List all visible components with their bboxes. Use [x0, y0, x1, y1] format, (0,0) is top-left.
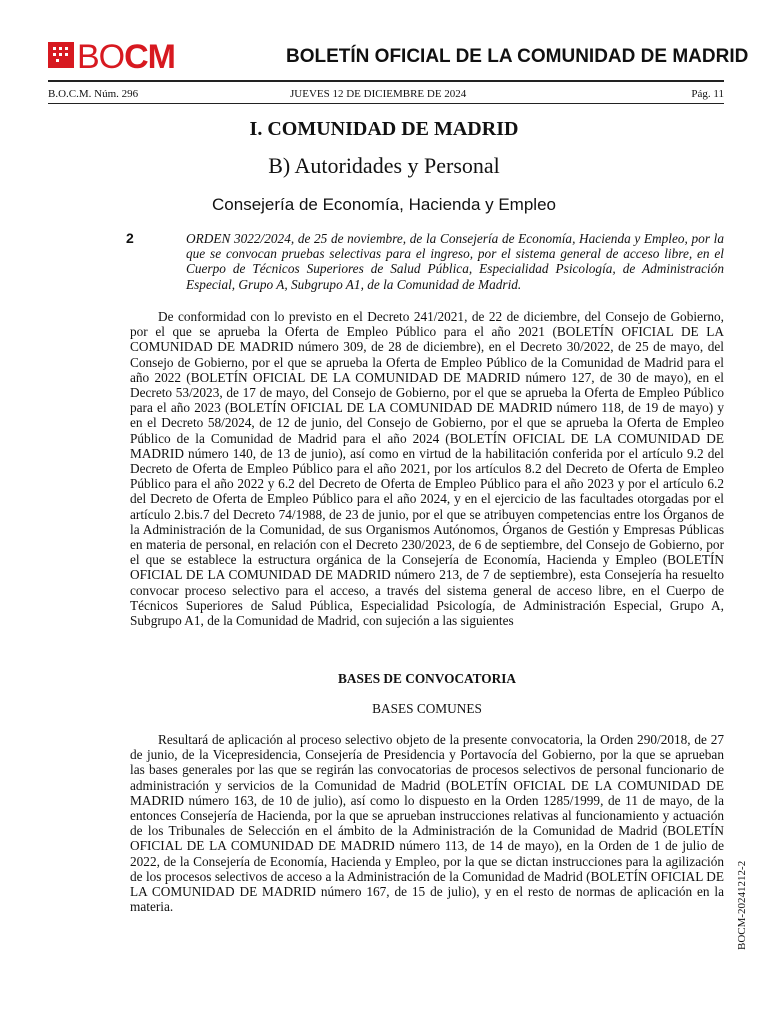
department-heading: Consejería de Economía, Hacienda y Empleo [212, 195, 556, 214]
header-rule-top [48, 80, 724, 82]
section-heading: I. COMUNIDAD DE MADRID [249, 118, 519, 140]
order-number: 2 [126, 230, 134, 246]
bocm-logo [48, 40, 175, 74]
header-rule-bottom [48, 103, 724, 104]
paragraph-bases-comunes: Resultará de aplicación al proceso selectivo objeto de la presente convocatoria, la Orden 290/2018, de 27 de junio, de la Vicepresidencia, Consejería de Presidencia y Portavocía del Gobierno, por la que se aprueban las bases generales por las que se regirán las convocatorias de procesos selectivos de personal funcionario de administración y servicios de la Comunidad de Madrid (BOLETÍN OFICIAL DE LA COMUNIDAD DE MADRID número 163, de 10 de julio), así como lo dispuesto en la Orden 1285/1999, de 11 de mayo, de la entonces Consejería de Hacienda, por la que se aprueban instrucciones relativas al funcionamiento y actuación de los Tribunales de Selección en el ámbito de la Administración de la Comunidad de Madrid (BOLETÍN OFICIAL DE LA COMUNIDAD DE MADRID número 113, de 14 de mayo), en la Orden de 1 de julio de 2022, de la Consejería de Economía, Hacienda y Empleo, por la que se dictan instrucciones para la agilización de los procesos selectivos de acceso a la Administración de la Comunidad de Madrid (BOLETÍN OFICIAL DE LA COMUNIDAD DE MADRID número 167, de 15 de julio), y en el resto de normas de aplicación en la materia. [130, 732, 724, 915]
bulletin-date: JUEVES 12 DE DICIEMBRE DE 2024 [290, 88, 467, 100]
paragraph-preamble: De conformidad con lo previsto en el Decreto 241/2021, de 22 de diciembre, del Consejo de Gobierno, por el que se aprueba la Oferta de Empleo Público para el año 2021 (BOLETÍN OFICIAL DE LA COMUNIDAD DE MADRID número 309, de 28 de diciembre), en el Decreto 30/2022, de 25 de mayo, del Consejo de Gobierno, por el que se aprueba la Oferta de Empleo Público de la Comunidad de Madrid para el año 2022 (BOLETÍN OFICIAL DE LA COMUNIDAD DE MADRID número 127, de 30 de mayo), en el Decreto 53/2023, de 17 de mayo, del Consejo de Gobierno, por el que se aprueba la Oferta de Empleo Público para el año 2023 (BOLETÍN OFICIAL DE LA COMUNIDAD DE MADRID número 118, de 19 de mayo) y en el Decreto 58/2024, de 12 de junio, del Consejo de Gobierno, por el que se aprueba la Oferta de Empleo Público de la Comunidad de Madrid para el año 2024 (BOLETÍN OFICIAL DE LA COMUNIDAD DE MADRID número 140, de 13 de junio), así como en virtud de la habilitación conferida por el artículo 9.2 del Decreto de Oferta de Empleo Público para el año 2021, por los artículos 8.2 del Decreto de Oferta de Empleo Público para el año 2022 y 6.2 del Decreto de Oferta de Empleo Público para el año 2023 y por el artículo 6.2 del Decreto de Oferta de Empleo Público para el año 2024, y en el ejercicio de las facultades otorgadas por el artículo 2.bis.7 del Decreto 74/1988, de 23 de junio, por el que se atribuyen competencias entre los Órganos de la Administración de la Comunidad, de sus Organismos Autónomos, Órganos de Gestión y Empresas Públicas en materia de personal, en relación con el Decreto 230/2023, de 6 de septiembre, del Consejo de Gobierno, por el que se establece la estructura orgánica de la Consejería de Economía, Hacienda y Empleo (BOLETÍN OFICIAL DE LA COMUNIDAD DE MADRID número 213, de 7 de septiembre), esta Consejería ha resuelto convocar proceso selectivo para el acceso, a través del sistema general de acceso libre, en el Cuerpo de Técnicos Superiores de Salud Pública, Especialidad Psicología, de Administración Especial, Grupo A, Subgrupo A1, de la Comunidad de Madrid, con sujeción a las siguientes [130, 309, 724, 629]
logo-text-cm: CM [124, 38, 176, 76]
heading-bases-comunes: BASES COMUNES [372, 701, 482, 716]
order-title: ORDEN 3022/2024, de 25 de noviembre, de la Consejería de Economía, Hacienda y Empleo, por la que se convocan pruebas selectivas para el ingreso, por el sistema general de acceso libre, en el Cuerpo de Técnicos Superiores de Salud Pública, Especialidad Psicología, de Administración Especial, Grupo A, Subgrupo A1, de la Comunidad de Madrid. [186, 231, 724, 292]
bulletin-title: BOLETÍN OFICIAL DE LA COMUNIDAD DE MADRID [286, 46, 749, 67]
document-side-code: BOCM-20241212-2 [736, 860, 748, 950]
page-number: Pág. 11 [691, 88, 724, 100]
madrid-stars-icon [48, 42, 74, 68]
heading-bases-convocatoria: BASES DE CONVOCATORIA [337, 671, 517, 686]
subsection-heading: B) Autoridades y Personal [268, 153, 500, 178]
logo-text-bo: BO [77, 38, 125, 76]
bulletin-number: B.O.C.M. Núm. 296 [48, 88, 139, 100]
